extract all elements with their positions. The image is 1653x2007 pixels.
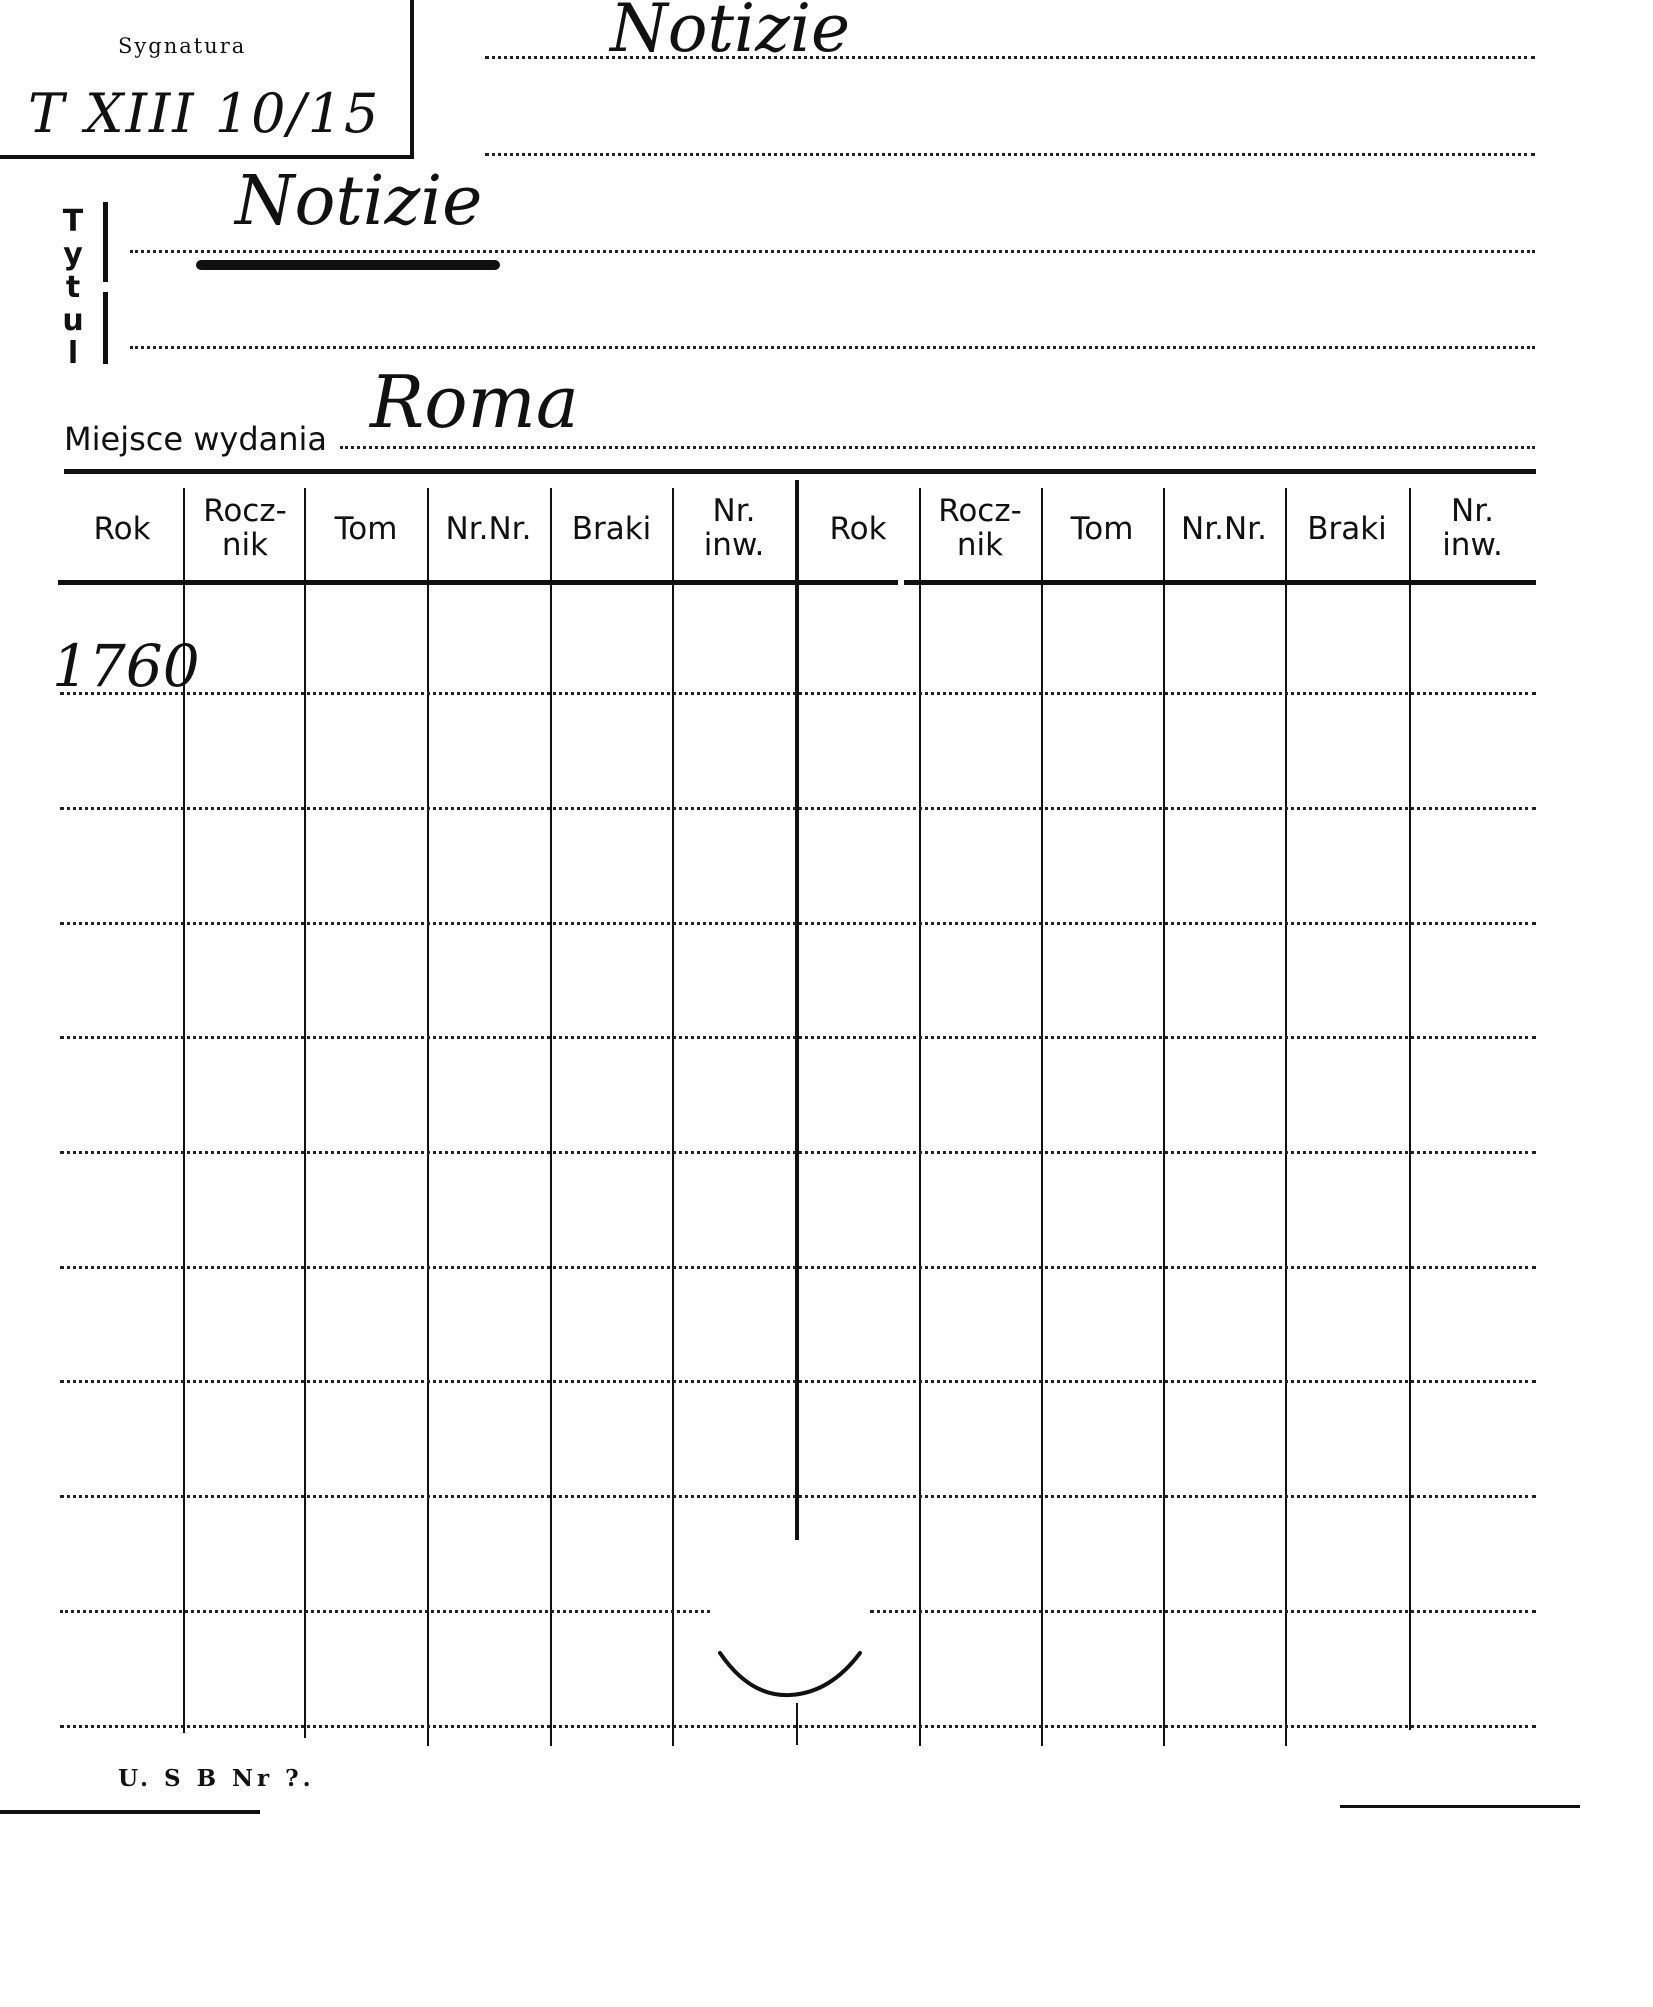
form-footer: U. S B Nr ?. [118,1765,315,1792]
bottom-edge-line-left [0,1810,260,1814]
row-line [60,1610,710,1613]
signature-label: Sygnatura [118,34,247,58]
title-dotted-line-2 [130,346,1535,349]
center-divider-stub [796,1703,798,1745]
col-header-tom-right: Tom [1070,511,1134,547]
col-header-rocznik-right: Rocz- nik [938,493,1022,563]
row-line [60,1380,1536,1383]
col-header-nrinw-left: Nr. inw. [703,493,765,563]
row-line [870,1610,1536,1613]
place-value: Roma [370,360,579,444]
header-title: Notizie [610,0,851,67]
header-bottom-rule-right [904,580,1536,585]
row-line [60,1725,1536,1728]
row-line [60,922,1536,925]
column-divider [672,488,674,1746]
row-line [60,1266,1536,1269]
col-header-rocznik-left: Rocz- nik [203,493,287,563]
row-line [60,807,1536,810]
header-dotted-line-1 [485,56,1535,59]
bottom-edge-line-right [1340,1805,1580,1808]
column-divider [1285,488,1287,1746]
title-value: Notizie [235,162,483,241]
title-bracket-bottom [103,292,108,364]
title-dotted-line-1 [130,250,1535,253]
column-divider [919,488,921,1746]
punch-hole-mark [710,1645,870,1705]
column-divider [1409,488,1411,1730]
col-header-rok-left: Rok [93,511,151,547]
col-header-tom-left: Tom [334,511,398,547]
title-label [58,205,88,370]
place-dotted-line [340,446,1535,449]
entry-year: 1760 [52,632,200,700]
title-underline [196,260,500,270]
row-line [60,1151,1536,1154]
col-header-nrnr-left: Nr.Nr. [445,511,532,547]
title-bracket-top [103,202,108,282]
col-header-nrinw-right: Nr. inw. [1442,493,1503,563]
signature-value: T XIII 10/15 [28,82,381,145]
column-divider [427,488,429,1746]
row-line [60,1036,1536,1039]
title-label-letter: t [65,270,81,305]
col-header-braki-left: Braki [571,511,652,547]
title-label-letter: T [62,204,84,239]
title-label-letter: u [62,303,84,338]
column-divider [304,488,306,1738]
place-label: Miejsce wydania [64,420,328,458]
row-line [60,692,1536,695]
column-divider [1163,488,1165,1746]
column-divider [1041,488,1043,1746]
col-header-braki-right: Braki [1307,511,1387,547]
col-header-nrnr-right: Nr.Nr. [1181,511,1267,547]
title-label-letter: y [63,237,83,272]
header-dotted-line-2 [485,153,1535,156]
row-line [60,1495,1536,1498]
title-label-letter: l [67,336,79,371]
column-divider [550,488,552,1746]
table-top-rule [64,469,1536,474]
col-header-rok-right: Rok [829,511,887,547]
